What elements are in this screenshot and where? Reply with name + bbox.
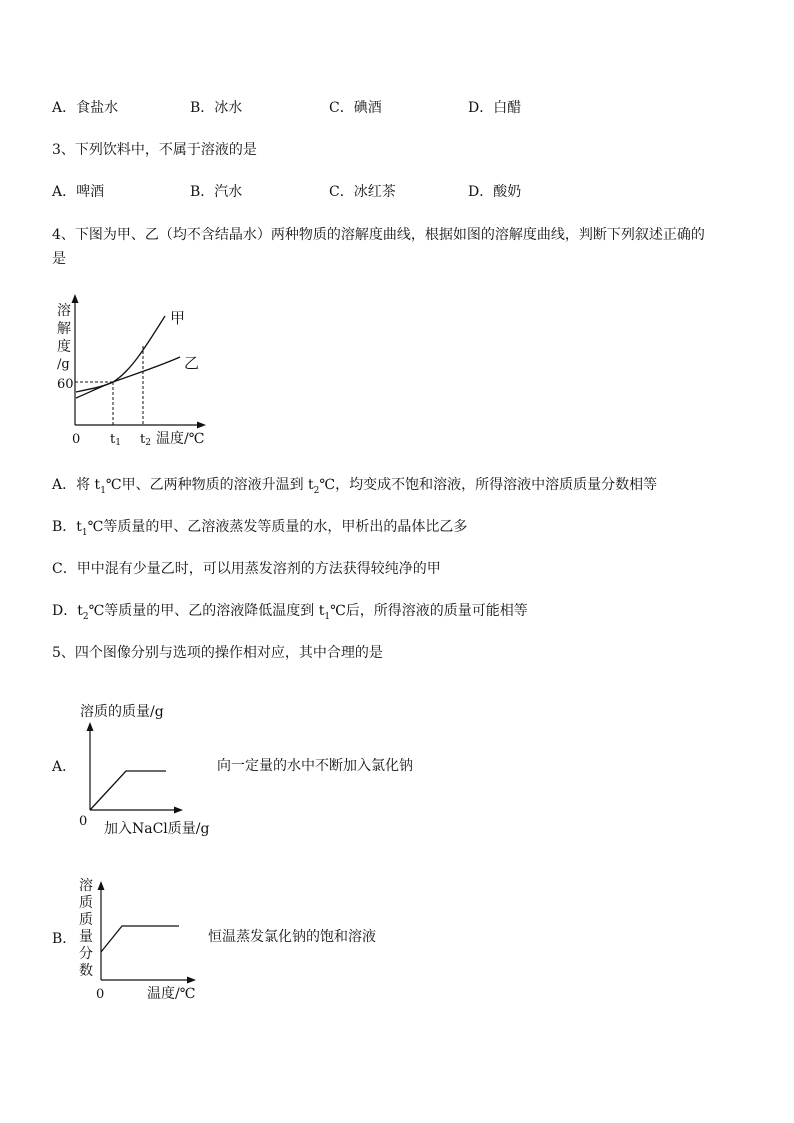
q5b-ylabel-char-2: 质 [79, 895, 93, 911]
q4-option-b: B．$t_1℃$等质量的甲、乙溶液蒸发等质量的水，甲析出的晶体比乙多 [52, 519, 468, 538]
q5-option-b-desc: 恒温蒸发氯化钠的饱和溶液 [208, 929, 376, 945]
q5b-y-arrow [98, 881, 105, 890]
q4-y-tick-60: 60 [57, 377, 74, 392]
q5b-xlabel: 温度/℃ [147, 986, 196, 1002]
q4-ylabel-char-3: 度 [57, 339, 71, 355]
q4-stem-line1: 4、下图为甲、乙（均不含结晶水）两种物质的溶解度曲线，根据如图的溶解度曲线，判断下列叙述正确的 [52, 227, 705, 243]
q4-option-a: A．将 $t_1℃$甲、乙两种物质的溶液升温到 $t_2℃$，均变成不饱和溶液，所得溶液中溶质质量分数相等 [52, 477, 658, 496]
q4-ylabel-char-4: /g [57, 357, 70, 372]
q4-option-d: D．$t_2℃$等质量的甲、乙的溶液降低温度到 $t_1℃$后，所得溶液的质量可能相等 [52, 603, 528, 622]
q4-ylabel-char-2: 解 [57, 321, 71, 337]
q3-option-a: A．啤酒 [52, 184, 105, 200]
q4-ylabel-char-1: 溶 [57, 303, 71, 319]
q5-option-b-letter: B． [52, 931, 77, 947]
q4-stem-line2: 是 [52, 251, 66, 267]
q5-option-a-letter: A． [52, 759, 77, 775]
q5a-ylabel: 溶质的质量/g [80, 704, 164, 720]
q5b-curve [101, 926, 179, 952]
q5b-ylabel-char-3: 质 [79, 912, 93, 928]
q4-origin: 0 [72, 432, 81, 447]
q4-t1-label: t1 [110, 432, 121, 448]
q4-series-jia-label: 甲 [170, 309, 186, 327]
q2-option-c: C．碘酒 [329, 100, 382, 116]
q5-stem: 5、四个图像分别与选项的操作相对应，其中合理的是 [52, 645, 383, 661]
q5b-x-arrow [187, 977, 196, 984]
q5b-origin: 0 [96, 987, 105, 1002]
q2-option-d: D．白醋 [468, 100, 522, 116]
q2-option-a: A．食盐水 [52, 100, 119, 116]
q5a-origin: 0 [79, 814, 88, 829]
q5-option-a-desc: 向一定量的水中不断加入氯化钠 [217, 758, 413, 774]
q5a-xlabel: 加入NaCl质量/g [104, 821, 210, 837]
q4-xlabel: 温度/℃ [156, 431, 205, 447]
q5b-ylabel-char-4: 量 [79, 929, 93, 945]
q3-option-d: D．酸奶 [468, 184, 522, 200]
q2-option-b: B．冰水 [190, 100, 243, 116]
q3-option-b: B．汽水 [190, 184, 243, 200]
q4-series-yi-label: 乙 [184, 354, 200, 372]
q5b-ylabel-char-6: 数 [79, 963, 93, 979]
q5b-ylabel-char-5: 分 [79, 946, 93, 962]
q5b-ylabel-char-1: 溶 [79, 878, 93, 894]
q4-option-c: C．甲中混有少量乙时，可以用蒸发溶剂的方法获得较纯净的甲 [52, 561, 441, 577]
q3-option-c: C．冰红茶 [329, 184, 396, 200]
q3-stem: 3、下列饮料中，不属于溶液的是 [52, 142, 257, 158]
q4-t2-label: t2 [140, 432, 151, 448]
